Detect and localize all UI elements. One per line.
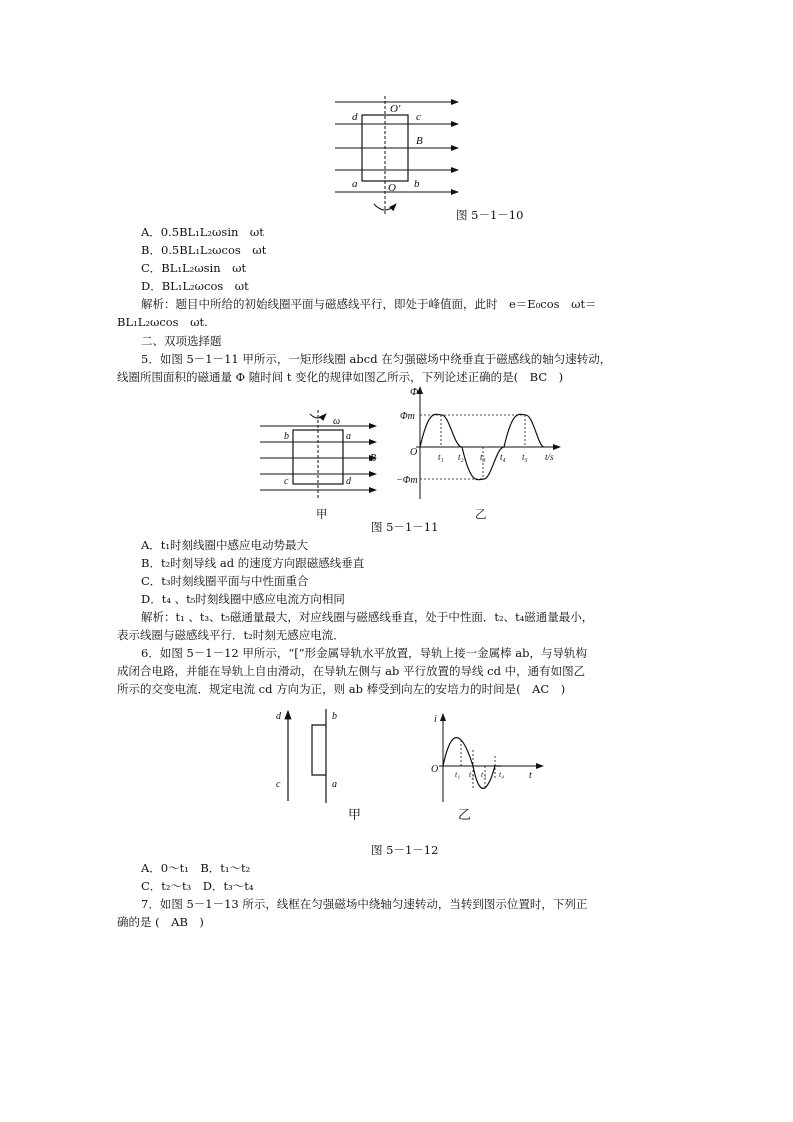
label-t2: t₂ <box>458 452 464 462</box>
label-c: c <box>284 476 289 487</box>
label-B: B <box>370 453 377 464</box>
label-t4: t₄ <box>499 770 505 779</box>
label-origin: O <box>410 447 418 458</box>
q4-analysis-line1: 解析：题目中所给的初始线圈平面与磁感线平行，即处于峰值面，此时 e＝E₀cos ωt＝ <box>141 297 597 311</box>
q4-option-c: C．BL₁L₂ωsin ωt <box>141 261 247 275</box>
label-c: c <box>276 779 281 790</box>
figure-5-1-10 <box>330 92 470 222</box>
q6-line3: 所示的交变电流．规定电流 cd 方向为正，则 ab 棒受到向左的安培力的时间是( AC ) <box>117 682 566 696</box>
figure-5-1-11-right <box>390 383 565 503</box>
label-t4: t₄ <box>500 452 506 462</box>
label-O-bottom: O <box>388 182 396 194</box>
q5-option-c: C．t₃时刻线圈平面与中性面重合 <box>141 574 309 588</box>
label-t5: t₅ <box>522 452 528 462</box>
label-t3: t₃ <box>480 452 486 462</box>
label-origin: O <box>431 764 439 775</box>
q5-line2: 线圈所围面积的磁通量 Φ 随时间 t 变化的规律如图乙所示，下列论述正确的是( BC ) <box>117 370 564 384</box>
label-t: t <box>529 770 532 781</box>
label-a: a <box>352 178 358 190</box>
q6-line1: 6．如图 5－1－12 甲所示，“[”形金属导轨水平放置，导轨上接一金属棒 ab，与导轨构 <box>141 646 588 660</box>
label-b: b <box>414 178 420 190</box>
label-omega: ω <box>333 416 341 427</box>
q7-line2: 确的是 ( AB ) <box>117 915 204 929</box>
label-b: b <box>284 431 289 442</box>
label-d: d <box>346 476 351 487</box>
label-a: a <box>346 431 351 442</box>
q5-line1: 5．如图 5－1－11 甲所示，一矩形线圈 abcd 在匀强磁场中绕垂直于磁感线的轴匀速转动， <box>141 352 612 366</box>
q5-option-d: D．t₄ 、t₅时刻线圈中感应电流方向相同 <box>141 592 345 606</box>
q4-option-b: B．0.5BL₁L₂ωcos ωt <box>141 243 267 257</box>
section-title: 二、双项选择题 <box>141 334 222 348</box>
q6-line2: 成闭合电路，并能在导轨上自由滑动，在导轨左侧与 ab 平行放置的导线 cd 中，通有如图乙 <box>117 664 586 678</box>
figure-5-1-12-left <box>270 705 355 805</box>
figure-5-1-11-left <box>258 404 383 504</box>
q4-option-d: D．BL₁L₂ωcos ωt <box>141 279 249 293</box>
q6-options-line2: C．t₂～t₃ D．t₃～t₄ <box>141 879 254 893</box>
fig11-left-caption: 甲 <box>316 507 328 521</box>
label-c: c <box>416 111 421 123</box>
label-i: i <box>434 714 437 725</box>
label-phi: Φ <box>410 386 419 398</box>
q5-analysis-line2: 表示线圈与磁感线平行．t₂时刻无感应电流． <box>117 628 345 642</box>
label-t1: t₁ <box>438 452 444 462</box>
fig12-caption: 图 5－1－12 <box>371 843 439 857</box>
q4-option-a: A．0.5BL₁L₂ωsin ωt <box>141 225 264 239</box>
label-neg-phim: −Φm <box>396 475 418 486</box>
q5-option-a: A．t₁时刻线圈中感应电动势最大 <box>141 538 309 552</box>
label-d: d <box>352 111 358 123</box>
rail-bracket <box>312 725 326 775</box>
i-curve <box>443 738 501 789</box>
q6-options-line1: A．0～t₁ B．t₁～t₂ <box>141 861 251 875</box>
fig12-right-caption: 乙 <box>458 808 472 823</box>
label-t1: t₁ <box>455 770 461 779</box>
label-B: B <box>416 135 423 147</box>
label-t2: t₂ <box>469 770 475 779</box>
fig10-caption: 图 5－1－10 <box>456 208 524 222</box>
fig12-left-caption: 甲 <box>348 808 362 823</box>
label-d: d <box>276 711 281 722</box>
fig11-caption: 图 5－1－11 <box>371 520 439 534</box>
figure-5-1-12-right <box>425 710 550 805</box>
q5-analysis-line1: 解析：t₁ 、t₃、t₅磁通量最大，对应线圈与磁感线垂直，处于中性面．t₂、t₄磁通量最小， <box>141 610 594 624</box>
label-ts: t/s <box>545 452 554 462</box>
label-b: b <box>332 711 337 722</box>
q7-line1: 7．如图 5－1－13 所示，线框在匀强磁场中绕轴匀速转动，当转到图示位置时，下列正 <box>141 897 588 911</box>
q4-analysis-line2: BL₁L₂ωcos ωt. <box>117 315 208 329</box>
label-a: a <box>332 779 337 790</box>
q5-option-b: B．t₂时刻导线 ad 的速度方向跟磁感线垂直 <box>141 556 365 570</box>
label-t3: t₃ <box>481 770 487 779</box>
label-phim: Φm <box>400 411 415 422</box>
label-O-top: O′ <box>390 103 401 115</box>
fig11-right-caption: 乙 <box>475 507 487 521</box>
